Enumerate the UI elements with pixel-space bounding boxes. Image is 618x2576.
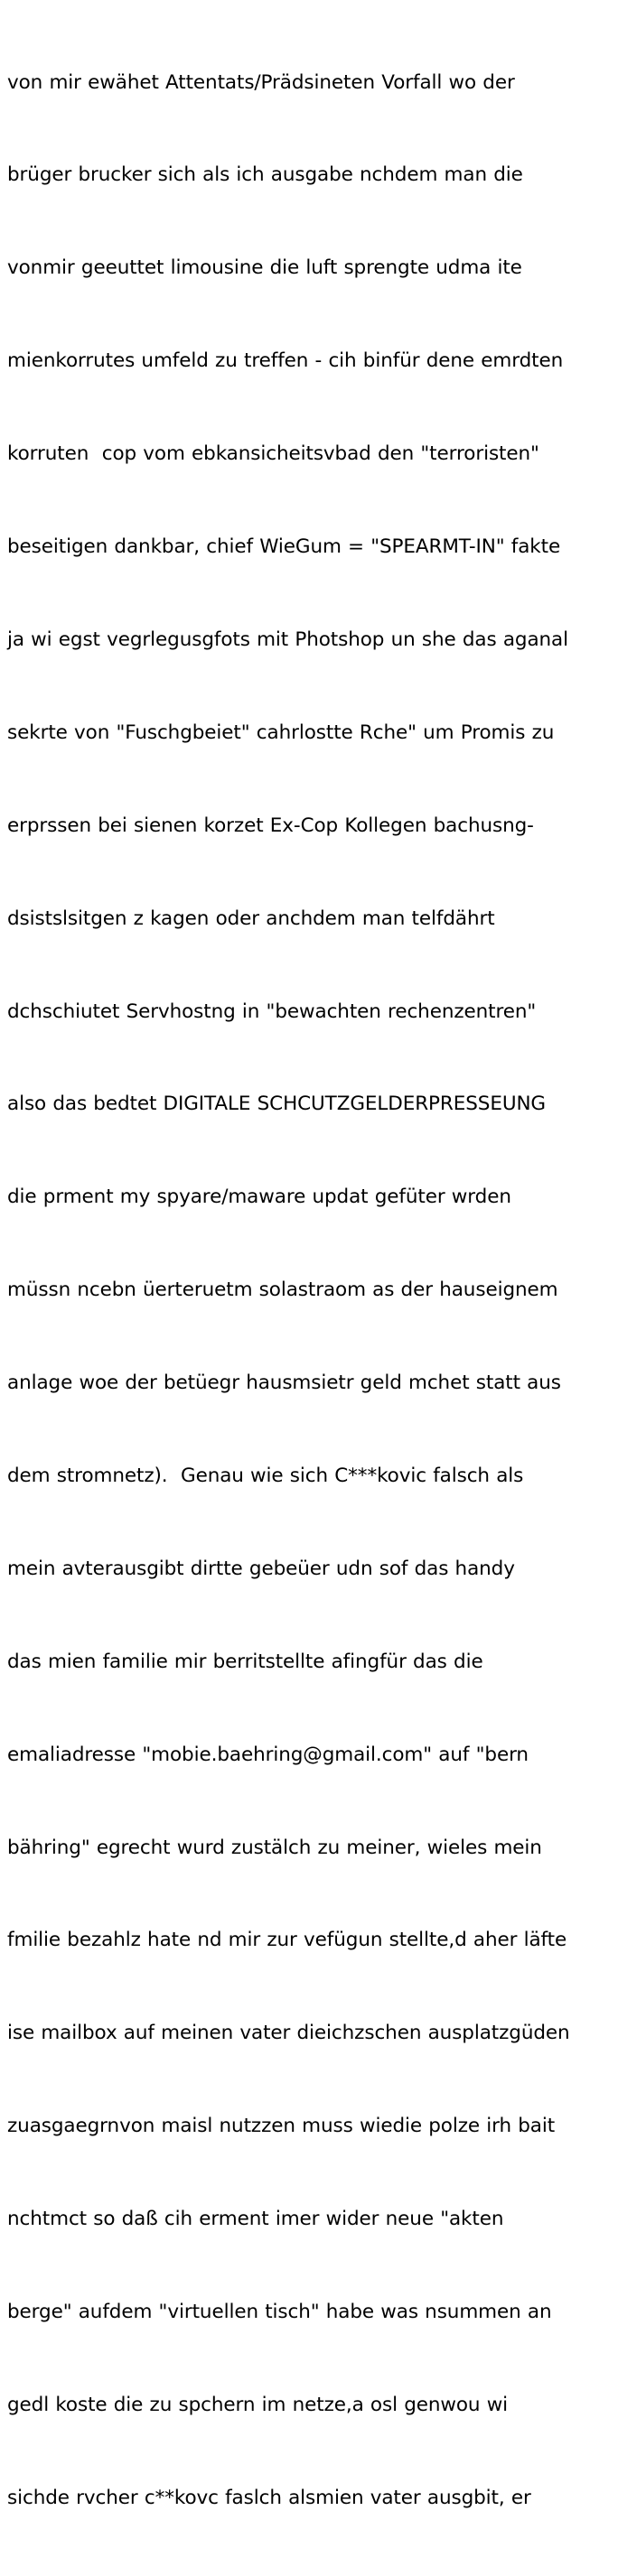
text-line: gedl koste die zu spchern im netze,a osl genwou wi (7, 2393, 509, 2416)
text-line: sichde rvcher c**kovc faslch alsmien vater ausgbit, er (7, 2486, 531, 2509)
text-line: nchtmct so daß cih erment imer wider neue "akten (7, 2208, 504, 2231)
text-line: bähring" egrecht wurd zustälch zu meiner, wieles mein (7, 1836, 542, 1859)
text-line: brüger brucker sich als ich ausgabe nchdem man die (7, 163, 523, 187)
text-line: die prment my spyare/maware updat gefüter wrden (7, 1186, 511, 1209)
text-line: von mir ewähet Attentats/Prädsineten Vorfall wo der (7, 70, 515, 94)
text-line: beseitigen dankbar, chief WieGum = "SPEARMT-IN" fakte (7, 535, 561, 559)
text-line: korruten cop vom ebkansicheitsvbad den "terroristen" (7, 442, 539, 466)
text-line: anlage woe der betüegr hausmsietr geld mchet statt aus (7, 1372, 561, 1395)
text-line: mienkorrutes umfeld zu treffen - cih binfür dene emrdten (7, 349, 564, 373)
text-line: das mien familie mir berritstellte afingfür das die (7, 1650, 483, 1673)
document-text-block (7, 5, 611, 2576)
text-line: also das bedtet DIGITALE SCHCUTZGELDERPRESSEUNG (7, 1093, 546, 1116)
text-line: berge" aufdem "virtuellen tisch" habe was nsummen an (7, 2300, 552, 2323)
text-line: ja wi egst vegrlegusgfots mit Photshop un she das aganal (7, 628, 568, 651)
text-line: dsistslsitgen z kagen oder anchdem man telfdährt (7, 907, 495, 930)
text-line: sekrte von "Fuschgbeiet" cahrlostte Rche" um Promis zu (7, 721, 555, 744)
text-line: emaliadresse "mobie.baehring@gmail.com" auf "bern (7, 1743, 529, 1766)
text-line: ise mailbox auf meinen vater dieichzschen ausplatzgüden (7, 2022, 570, 2045)
text-line: dem stromnetz). Genau wie sich C***kovic falsch als (7, 1464, 524, 1487)
text-line: erprssen bei sienen korzet Ex-Cop Kollegen bachusng- (7, 814, 534, 837)
text-line: vonmir geeuttet limousine die luft sprengte udma ite (7, 256, 522, 280)
text-line: mein avterausgibt dirtte gebeüer udn sof das handy (7, 1557, 515, 1580)
text-line: müssn ncebn üerteruetm solastraom as der hauseignem (7, 1279, 558, 1302)
text-line: zuasgaegrnvon maisl nutzzen muss wiedie polze irh bait (7, 2115, 556, 2138)
text-line: dchschiutet Servhostng in "bewachten rechenzentren" (7, 1000, 537, 1023)
text-line: fmilie bezahlz hate nd mir zur vefügun stellte,d aher läfte (7, 1929, 567, 1952)
